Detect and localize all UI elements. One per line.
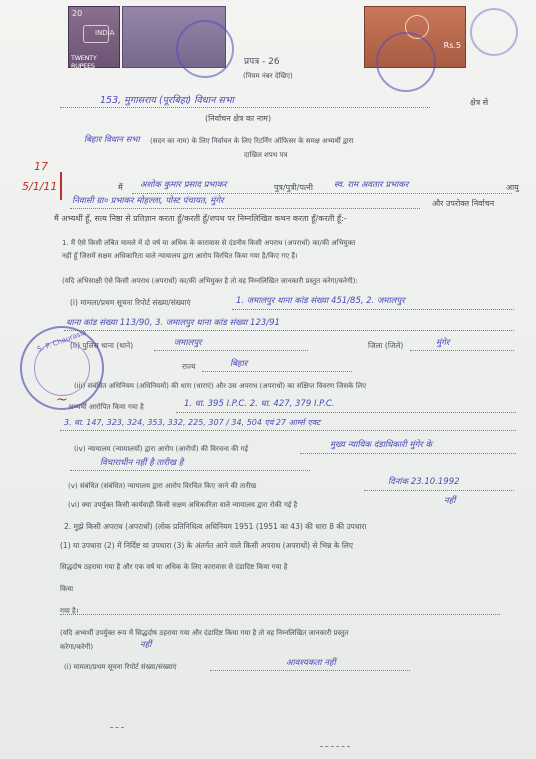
clause2-line4: किया — [60, 585, 74, 593]
notary-seal-top-right — [376, 32, 436, 92]
sections-2: 3. धा. 147, 323, 324, 353, 332, 225, 307 / 34, 504 एवं 27 आर्म्स एक्ट — [64, 418, 321, 427]
signature-mark: ~ — [56, 392, 68, 408]
clause1-iii-line1: (iii) संबंधित अधिनियम (अधिनियमों) की धारा (धाराएं) और उस अपराध (अपराधों) का संक्षिप्त विवरण जिसके लिए — [74, 382, 367, 390]
clause2-line3: सिद्धदोष ठहराया गया है और एक वर्ष या अधिक के लिए कारावास से दंडादिष्ट किया गया है — [60, 563, 288, 571]
clause1-i-label: (i) मामला/प्रथम सूचना रिपोर्ट संख्या/संख्याएं — [70, 298, 191, 307]
constituency-name: 153, मुगासराय (पूरबिहा) विधान सभा — [100, 95, 234, 106]
case-number-2: थाना कांड संख्या 113/90, 3. जमालपुर थाना कांड संख्या 123/91 — [66, 318, 280, 328]
conviction-case: आवश्यकता नहीं — [286, 658, 336, 668]
clause2-i-label: (i) मामला/प्रथम सूचना रिपोर्ट संख्या/संख्याएं — [64, 663, 177, 671]
clause1-iv-label: (iv) न्यायालय (न्यायालयों) द्वारा आरोप (आरोपों) की विरचना की गई — [74, 445, 248, 453]
case-number-1: 1. जमालपुर थाना कांड संख्या 451/85, 2. जमालपुर — [236, 296, 405, 306]
stamp-value: TWENTY RUPEES — [71, 54, 97, 70]
para-prefix: मैं — [118, 183, 123, 192]
intro-line2: दाखिल शपथ पत्र — [244, 151, 288, 159]
clause1-iii-line2: अभ्यर्थी आरोपित किया गया है — [68, 403, 144, 411]
clause1-line3: (यदि अभिसाक्षी ऐसे किसी अपराध (अपराधों) का/की अभियुक्त है तो वह निम्नलिखित जानकारी प्रस्तुत करेगा/करेगी): — [62, 277, 358, 285]
age-label: आयु — [506, 183, 519, 192]
clause1-ii-label: (ii) पुलिस थाना (थाने) — [70, 341, 134, 350]
clause2-line5: गया है। — [60, 607, 79, 615]
form-number: प्रपत्र - 26 — [244, 57, 280, 67]
margin-note-a: 17 — [34, 160, 48, 173]
clause2-line1: 2. मुझे किसी अपराध (अपराधों) (लोक प्रतिनिधित्व अधिनियम 1951 (1951 का 43) की धारा 8 की उपधारा — [64, 522, 367, 531]
candidate-address: निवासी ग्रा० प्रभाकर मोहल्ला, पोस्ट पंचायत, मुंगेर — [72, 196, 224, 206]
relation-label: पुत्र/पुत्री/पत्नी — [274, 183, 313, 192]
court-name: मुख्य न्यायिक दंडाधिकारी मुंगेर के — [330, 440, 433, 450]
bottom-mark-2 — [110, 726, 124, 728]
clause1-line2: नहीं हूँ जिसमें सक्षम अधिकारिता वाले न्यायालय द्वारा आरोप विरचित किया गया है/किए गए हैं। — [62, 252, 298, 260]
house-name: बिहार विधान सभा — [84, 135, 140, 145]
notary-seal-top-left — [176, 20, 234, 78]
state-name: बिहार — [230, 359, 248, 369]
para-line2-tail: और उपरोक्त निर्वाचन — [432, 199, 495, 208]
sections-1: 1. धा. 395 I.P.C. 2. धा. 427, 379 I.P.C. — [184, 399, 335, 409]
margin-note-b: 5/1/11 — [22, 180, 58, 193]
para-line3: मैं अभ्यर्थी हूँ, सत्य निष्ठा से प्रतिज्ञान करता हूँ/करती हूँ/शपथ पर निम्नलिखित कथन करता हूँ/करती हूँ:- — [54, 214, 347, 223]
father-name: स्व. राम अवतार प्रभाकर — [334, 180, 409, 190]
stay-answer: नहीं — [444, 496, 456, 506]
margin-mark — [60, 172, 62, 200]
police-station: जमालपुर — [174, 338, 202, 348]
stamp-value-right: Rs.5 — [443, 41, 461, 50]
conviction-answer: नहीं — [140, 640, 152, 650]
district-label: जिला (जिले) — [368, 341, 404, 350]
clause1-v-label: (v) संबंधित (संबंधित) न्यायालय द्वारा आरोप विरचित किए जाने की तारीख — [68, 482, 257, 490]
state-label: राज्य — [182, 362, 196, 371]
bottom-mark — [320, 745, 350, 747]
form-rule: (नियम नंबर देखिए) — [243, 72, 293, 80]
intro-line1: (सदन का नाम) के लिए निर्वाचन के लिए रिटर्निंग ऑफिसर के समक्ष अभ्यर्थी द्वारा — [150, 137, 354, 145]
notary-seal-top-far-right — [470, 8, 518, 56]
clause1-vi-label: (vi) क्या उपर्युक्त किसी कार्यवाही किसी सक्षम अधिकारिता वाले न्यायालय द्वारा रोकी गई है — [68, 501, 298, 509]
clause2-line7: करेगा/करेगी) — [60, 643, 94, 651]
district-name: मुंगेर — [436, 338, 450, 348]
clause2-line6: (यदि अभ्यर्थी उपर्युक्त रूप में सिद्धदोष ठहराया गया और दंडादिष्ट किया गया है तो वह निम्नलिखित जानकारी प्रस्तुत — [60, 629, 349, 637]
charge-date: दिनांक 23.10.1992 — [388, 477, 460, 487]
candidate-name: अशोक कुमार प्रसाद प्रभाकर — [140, 180, 227, 190]
constituency-caption: (निर्वाचन क्षेत्र का नाम) — [205, 114, 272, 123]
clause1-line1: 1. मैं ऐसे किसी लंबित मामले में दो वर्ष या अधिक के कारावास से दंडनीय किसी अपराध (अपराधों) का/की अभियुक्त — [62, 239, 356, 247]
clause2-line2: (1) या उपधारा (2) में निर्दिष्ट या उपधारा (3) के अंतर्गत आने वाले किसी अपराध (अपराधों) से भिन्न के लिए — [60, 541, 354, 550]
court-fee-stamp-left — [68, 6, 120, 68]
court-name-2: विचाराधीन नहीं है तारीख है — [100, 458, 184, 468]
constituency-tail: क्षेत्र से — [470, 98, 489, 107]
stamp-denomination: 20 — [72, 9, 83, 18]
stamp-country: INDIA — [95, 29, 115, 37]
seal-text: S. P. Chaurasia — [36, 328, 88, 354]
